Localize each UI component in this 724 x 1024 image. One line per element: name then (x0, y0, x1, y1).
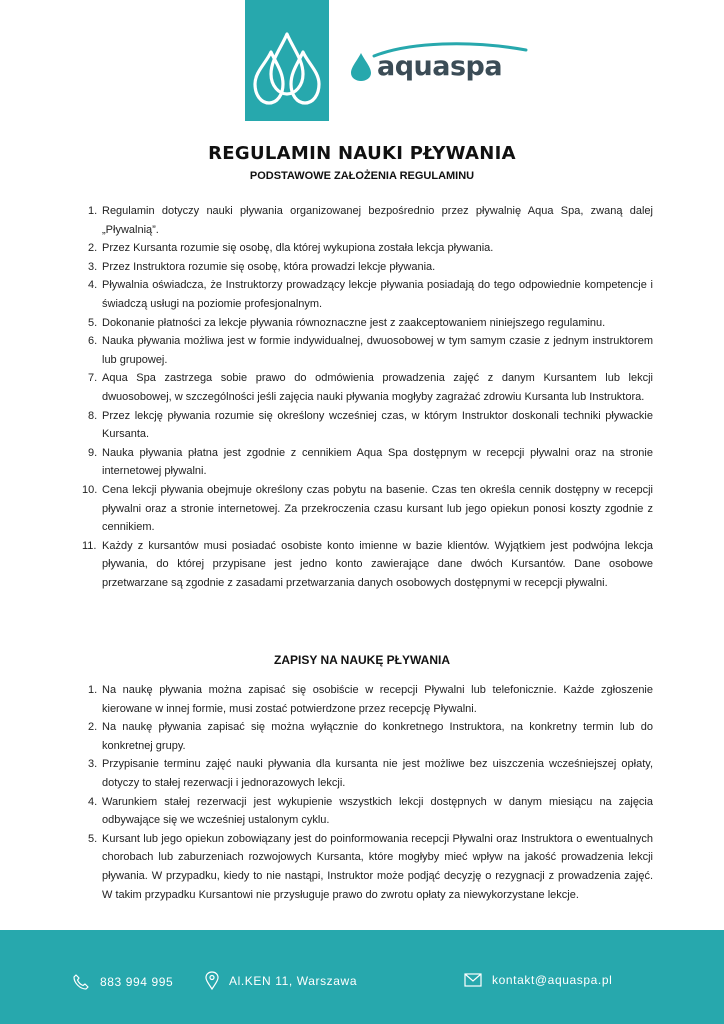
list-item-number: 3. (88, 758, 98, 771)
list-item (88, 755, 653, 792)
list-item-number: 5. (88, 832, 98, 845)
list-item-number: 11. (82, 539, 97, 552)
basic-rules-list (82, 202, 653, 592)
water-drop-icon (350, 52, 372, 82)
list-item-text: Przez Instruktora rozumie się osobę, która prowadzi lekcje pływania. (102, 260, 436, 273)
list-item-text: Pływalnia oświadcza, że Instruktorzy prowadzący lekcje pływania posiadają do tego odpowiednie kompetencje i świadczą usługi na poziomie profesjonalnym. (102, 279, 653, 310)
list-item (88, 332, 653, 369)
footer-email[interactable] (464, 973, 612, 987)
list-item (88, 793, 653, 830)
list-item (88, 276, 653, 313)
list-item-text: Przez Kursanta rozumie się osobę, dla której wykupiona została lekcja pływania. (102, 242, 494, 255)
list-item-text: Dokonanie płatności za lekcje pływania równoznaczne jest z zaakceptowaniem niniejszego regulaminu. (102, 316, 606, 329)
location-pin-icon (205, 971, 219, 990)
list-item (88, 202, 653, 239)
phone-number: 883 994 995 (100, 975, 174, 989)
list-item-number: 8. (88, 409, 98, 422)
envelope-icon (464, 973, 482, 987)
page-title: REGULAMIN NAUKI PŁYWANIA (208, 143, 516, 164)
list-item (88, 407, 653, 444)
section-heading-registration: ZAPISY NA NAUKĘ PŁYWANIA (273, 653, 450, 667)
list-item (82, 537, 653, 593)
brand-logo (350, 40, 530, 86)
address-text: Al.KEN 11, Warszawa (229, 973, 358, 988)
registration-rules-list (88, 681, 653, 904)
water-drops-icon (245, 0, 329, 121)
list-item-number: 6. (88, 335, 98, 348)
list-item-number: 5. (88, 316, 98, 329)
list-item-text: Regulamin dotyczy nauki pływania organizowanej bezpośrednio przez pływalnię Aqua Spa, zwaną dalej „Pływalnią”. (102, 205, 653, 236)
list-item-text: Na naukę pływania można zapisać się osobiście w recepcji Pływalni lub telefonicznie. Każde zgłoszenie kierowane w innej formie, musi zostać potwierdzone przez recepcję Pływalni. (102, 684, 653, 715)
list-item (88, 681, 653, 718)
brand-name: aquaspa (377, 51, 503, 82)
list-item-number: 2. (88, 242, 98, 255)
list-item-number: 3. (88, 260, 98, 273)
list-item (88, 718, 653, 755)
list-item-number: 9. (88, 446, 98, 459)
list-item (88, 369, 653, 406)
list-item (88, 239, 653, 258)
list-item (82, 481, 653, 537)
page-subtitle: PODSTAWOWE ZAŁOŻENIA REGULAMINU (249, 170, 475, 182)
list-item-text: Nauka pływania możliwa jest w formie indywidualnej, dwuosobowej w tym samym czasie z jednym instruktorem lub grupowej. (102, 335, 653, 366)
email-address: kontakt@aquaspa.pl (492, 973, 613, 987)
phone-icon (72, 973, 90, 991)
list-item-text: Aqua Spa zastrzega sobie prawo do odmówienia prowadzenia zajęć z danym Kursantem lub lekcji dwuosobowej, w szczególności jeśli zajęcia nauki pływania mogłyby zagrażać zdrowiu Kursanta lub Instruktora. (102, 372, 653, 403)
list-item-text: Na naukę pływania zapisać się można wyłącznie do konkretnego Instruktora, na konkretny termin lub do konkretnej grupy. (102, 721, 653, 752)
footer-phone[interactable] (72, 973, 173, 991)
list-item (88, 314, 653, 333)
list-item-text: Każdy z kursantów musi posiadać osobiste konto imienne w bazie klientów. Wyjątkiem jest podwójna lekcja pływania, do której przypisane jest jedno konto zawierające dane dwóch Kursantów. Dane osobowe przetwarzane są zgodnie z zasadami przetwarzania danych osobowych dostępnymi w recepcji pływalni. (102, 539, 653, 589)
footer-contact-bar (0, 930, 724, 1024)
list-item (88, 830, 653, 904)
list-item (88, 444, 653, 481)
list-item-text: Cena lekcji pływania obejmuje określony czas pobytu na basenie. Czas ten określa cennik dostępny w recepcji pływalni oraz a stronie internetowej. Za przekroczenia czasu kursant lub jego opiekun ponosi koszty zgodnie z cennikiem. (102, 483, 653, 534)
list-item (88, 258, 653, 277)
list-item-number: 10. (82, 483, 98, 496)
list-item-text: Warunkiem stałej rezerwacji jest wykupienie wszystkich lekcji dostępnych w danym miesiącu na zajęcia odbywające się we wcześniej ustalonym cyklu. (102, 795, 653, 827)
list-item-number: 4. (88, 279, 98, 292)
list-item-number: 4. (88, 795, 98, 808)
footer-address (205, 971, 357, 990)
logo-emblem (245, 0, 329, 121)
list-item-number: 1. (88, 205, 98, 217)
list-item-text: Kursant lub jego opiekun zobowiązany jest do poinformowania recepcji Pływalni oraz Instruktora o ewentualnych chorobach lub zaburzeniach rozwojowych Kursanta, które mogłyby mieć wpływ na jakość prowadzenia lekcji pływania. W przypadku, kiedy to nie nastąpi, Instruktor może podjąć decyzję o rezygnacji z prowadzenia zajęć. W takim przypadku Kursantowi nie przysługuje prawo do zwrotu opłaty za niewykorzystane lekcje. (102, 832, 653, 901)
list-item-number: 2. (88, 721, 98, 734)
list-item-number: 7. (88, 372, 98, 385)
list-item-text: Przypisanie terminu zajęć nauki pływania dla kursanta nie jest możliwe bez uiszczenia wcześniejszej opłaty, dotyczy to stałej rezerwacji i jednorazowych lekcji. (102, 758, 653, 789)
list-item-number: 1. (88, 684, 98, 696)
list-item-text: Przez lekcję pływania rozumie się określony wcześniej czas, w którym Instruktor doskonali techniki pływackie Kursanta. (102, 409, 653, 441)
list-item-text: Nauka pływania płatna jest zgodnie z cennikiem Aqua Spa dostępnym w recepcji pływalni oraz na stronie internetowej pływalni. (102, 446, 653, 478)
